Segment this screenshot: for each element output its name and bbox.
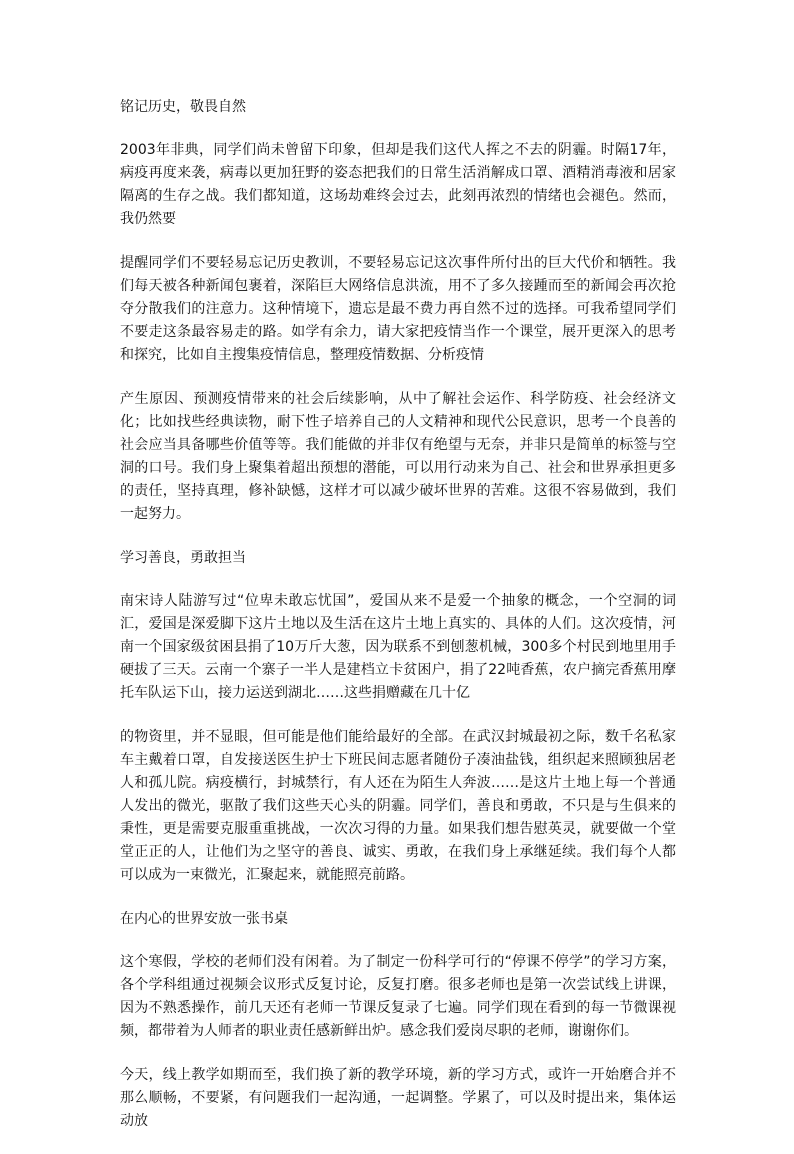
section-heading: 学习善良，勇敢担当 bbox=[120, 550, 246, 566]
document-page bbox=[120, 96, 676, 1154]
paragraph: 2003年非典，同学们尚未曾留下印象，但却是我们这代人挥之不去的阴霾。时隔17年，病疫再度来袭，病毒以更加狂野的姿态把我们的日常生活消解成口罩、酒精消毒液和居家隔离的生存之战。我们都知道，这场劫难终会过去，此刻再浓烈的情绪也会褪色。然而，我仍然要 bbox=[120, 142, 676, 227]
paragraph: 提醒同学们不要轻易忘记历史教训，不要轻易忘记这次事件所付出的巨大代价和牺牲。我们每天被各种新闻包裹着，深陷巨大网络信息洪流，用不了多久接踵而至的新闻会再次抢夺分散我们的注意力。这种情境下，遗忘是最不费力再自然不过的选择。可我希望同学们不要走这条最容易走的路。如学有余力，请大家把疫情当作一个课堂，展开更深入的思考和探究，比如自主搜集疫情信息，整理疫情数据、分析疫情 bbox=[120, 255, 676, 363]
paragraph: 的物资里，并不显眼，但可能是他们能给最好的全部。在武汉封城最初之际，数千名私家车主戴着口罩，自发接送医生护士下班民间志愿者随份子凑油盐钱，组织起来照顾独居老人和孤儿院。病疫横行，封城禁行，有人还在为陌生人奔波……是这片土地上每一个普通人发出的微光，驱散了我们这些天心头的阴霾。同学们，善良和勇敢，不只是与生俱来的秉性，更是需要克服重重挑战，一次次习得的力量。如果我们想告慰英灵，就要做一个堂堂正正的人，让他们为之坚守的善良、诚实、勇敢，在我们身上承继延续。我们每个人都可以成为一束微光，汇聚起来，就能照亮前路。 bbox=[120, 729, 676, 883]
paragraph: 产生原因、预测疫情带来的社会后续影响，从中了解社会运作、科学防疫、社会经济文化；比如找些经典读物，耐下性子培养自己的人文精神和现代公民意识，思考一个良善的社会应当具备哪些价值等等。我们能做的并非仅有绝望与无奈，并非只是简单的标签与空洞的口号。我们身上聚集着超出预想的潜能，可以用行动来为自己、社会和世界承担更多的责任，坚持真理，修补缺憾，这样才可以减少破坏世界的苦难。这很不容易做到，我们一起努力。 bbox=[120, 391, 676, 522]
paragraph: 这个寒假，学校的老师们没有闲着。为了制定一份科学可行的“停课不停学”的学习方案，各个学科组通过视频会议形式反复讨论，反复打磨。很多老师也是第一次尝试线上讲课，因为不熟悉操作，前几天还有老师一节课反复录了七遍。同学们现在看到的每一节微课视频，都带着为人师者的职业责任感新鲜出炉。感念我们爱岗尽职的老师，谢谢你们。 bbox=[120, 954, 676, 1039]
section-remember-history bbox=[120, 96, 676, 526]
paragraph: 今天，线上教学如期而至，我们换了新的教学环境，新的学习方式，或许一开始磨合并不那么顺畅，不要紧，有问题我们一起沟通，一起调整。学累了，可以及时提出来，集体运动放 bbox=[120, 1067, 676, 1129]
paragraph: 南宋诗人陆游写过“位卑未敢忘忧国”，爱国从来不是爱一个抽象的概念，一个空洞的词汇，爱国是深爱脚下这片土地以及生活在这片土地上真实的、具体的人们。这次疫情，河南一个国家级贫困县捐了10万斤大葱，因为联系不到刨葱机械，300多个村民到地里用手硬拔了三天。云南一个寨子一半人是建档立卡贫困户，捐了22吨香蕉，农户摘完香蕉用摩托车队运下山，接力运送到湖北……这些捐赠藏在几十亿 bbox=[120, 593, 676, 701]
section-inner-desk bbox=[120, 908, 676, 1133]
section-heading: 铭记历史，敬畏自然 bbox=[120, 99, 246, 115]
section-kindness-courage bbox=[120, 547, 676, 887]
section-heading: 在内心的世界安放一张书桌 bbox=[120, 911, 288, 927]
